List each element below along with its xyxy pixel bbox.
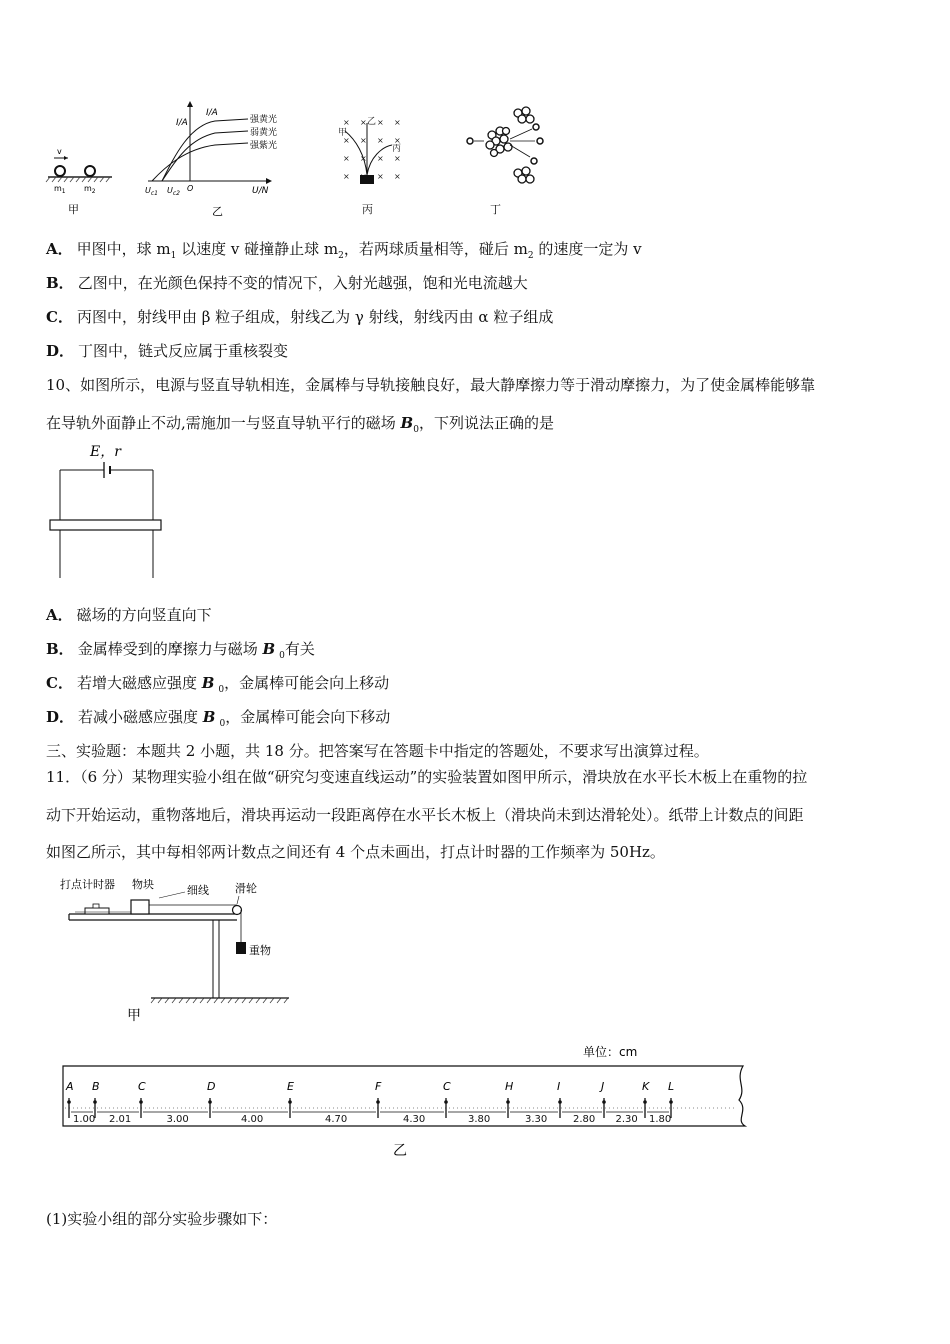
svg-text:Uc2 [167,186,180,197]
ball-m1 [55,166,65,176]
neutron-out-3 [531,158,537,164]
svg-text:×: × [394,136,401,145]
curve1-label: 强黄光 [250,115,278,125]
option-letter: D． [46,342,75,360]
metal-rod [50,520,161,530]
ylabel-i: I/A [176,118,188,128]
neutron-out-1 [533,124,539,130]
caption-apparatus: 甲 [127,1008,141,1024]
radioactive-source [360,175,374,184]
sub: 2 [527,251,534,261]
tape-point-dot [506,1100,510,1104]
tape-point-dot [376,1100,380,1104]
tape-point-dot [67,1100,71,1104]
ball-m2 [85,166,95,176]
q10-circuit-figure [46,440,176,585]
q9-figures [40,95,580,225]
option-text: 丁图中，链式反应属于重核裂变 [78,342,289,360]
q11-stem-line3: 如图乙所示，其中每相邻两计数点之间还有 4 个点未画出，打点计时器的工作频率为 50Hz。 [46,843,665,861]
ray-yi-label: 乙 [367,117,377,127]
b0-sub: 0 [218,685,225,695]
fig-yi [145,101,277,218]
m2-label: m [84,184,92,193]
q10-option-b [46,638,315,661]
tape-distance-label: 1.00 [73,1114,96,1125]
option-letter: C． [46,308,73,326]
curve2-label: 弱黄光 [250,128,278,138]
tape-point-dot [208,1100,212,1104]
q10-stem-line2 [46,412,554,435]
option-letter: A． [46,606,73,624]
tape-point-dot [139,1100,143,1104]
svg-text:×: × [377,172,384,181]
tape-point-dot [669,1100,673,1104]
timer [85,908,109,914]
tape-point-dot [93,1100,97,1104]
tape-point-label: J [601,1080,605,1093]
option-text: 甲图中，球 m [76,240,171,258]
sub: 1 [170,251,177,261]
heavy-nucleus [486,127,512,157]
svg-text:m2 [84,184,96,195]
tape-point-label: I [557,1080,561,1093]
option-text: ，若两球质量相等，碰后 m [343,240,528,258]
block-label: 物块 [132,878,154,891]
uc1-label: U [145,186,151,195]
svg-text:×: × [394,154,401,163]
svg-text:×: × [343,118,350,127]
m2-sub: 2 [91,188,96,195]
option-text: 若减小磁感应强度 [78,708,203,726]
option-letter: B． [46,274,74,292]
curve3-label: 强紫光 [250,141,278,151]
tape-point-dot [643,1100,647,1104]
pulley-label: 滑轮 [235,882,257,895]
tape-point-label: F [375,1080,382,1093]
tape-point-dot [444,1100,448,1104]
svg-text:×: × [377,154,384,163]
b0-sub: 0 [413,425,419,435]
uc1-sub: c1 [150,190,158,197]
svg-text:m1 [54,184,66,195]
tape-point-dot [602,1100,606,1104]
neutron-incoming [467,138,473,144]
svg-text:×: × [343,136,350,145]
b0-symbol: B [202,708,216,726]
option-letter: B． [46,640,74,658]
tape-distance-label: 3.00 [166,1114,189,1125]
q9-option-c [46,306,553,327]
tape-point-label: D [207,1080,216,1093]
tape-point-label: L [668,1080,675,1093]
b0-symbol: B [262,640,276,658]
svg-text:×: × [343,172,350,181]
option-text: 磁场的方向竖直向下 [76,606,212,624]
tape-distance-label: 1.80 [649,1114,672,1125]
section-3-heading: 三、实验题：本题共 2 小题，共 18 分。把答案写在答题卡中指定的答题处，不要求写出演算过程。 [46,742,709,760]
b0-symbol: B [400,414,414,432]
option-text: ，金属棒可能会向上移动 [224,674,390,692]
q10-option-d [46,706,390,729]
caption-bing: 丙 [362,203,373,216]
fig-ding [467,107,543,216]
caption-yi: 乙 [212,205,223,218]
tape-point-label: A [66,1080,74,1093]
q9-option-a [46,238,642,261]
tape-point-label: B [92,1080,100,1093]
ray-bing-label: 丙 [392,144,402,154]
option-text: 若增大磁感应强度 [76,674,202,692]
fragment-top [514,107,534,123]
caption-jia: 甲 [68,203,79,216]
ray-jia-label: 甲 [338,128,348,138]
fig-bing [338,116,401,216]
ylabel-i2: I/A [206,108,218,118]
q10-option-a [46,604,212,625]
sub: 2 [338,251,344,261]
tape-point-dot [558,1100,562,1104]
b0-sub: 0 [279,651,285,661]
option-text: 有关 [284,640,315,658]
timer-label: 打点计时器 [60,878,115,891]
q10-stem-line1: 10、如图所示，电源与竖直导轨相连，金属棒与导轨接触良好，最大静摩擦力等于滑动摩擦力，为了使金属棒能够靠 [46,376,816,394]
velocity-label: v [57,147,62,156]
weight-label: 重物 [249,944,271,957]
option-text: 的速度一定为 v [533,240,642,258]
uc2-label: U [167,186,173,195]
weight [236,942,246,954]
curve-strong-yellow [162,119,248,181]
svg-text:×: × [360,154,367,163]
uc2-sub: c2 [172,190,180,197]
option-letter: C． [46,674,73,692]
tape-distance-label: 4.00 [241,1114,264,1125]
svg-text:×: × [343,154,350,163]
tape-distance-label: 3.30 [525,1114,548,1125]
option-letter: D． [46,708,75,726]
string-label: 细线 [187,884,209,897]
tape-distance-label: 2.80 [573,1114,596,1125]
origin-label: O [187,184,194,193]
tape-point-label: K [642,1080,650,1093]
q11-stem-line2: 动下开始运动，重物落地后，滑块再运动一段距离停在水平长木板上（滑块尚未到达滑轮处）。纸带上计数点的间距 [46,806,804,824]
q11-step1: (1)实验小组的部分实验步骤如下： [46,1210,278,1228]
option-text: 丙图中，射线甲由 β 粒子组成，射线乙为 γ 射线，射线丙由 α 粒子组成 [76,308,554,326]
pulley [233,906,242,915]
option-letter: A． [46,240,73,258]
tape-figure [55,1040,765,1165]
svg-text:×: × [377,136,384,145]
tape-point-label: C [443,1080,451,1093]
tape-distance-label: 2.01 [109,1114,132,1125]
q10-option-c [46,672,389,695]
stem-text: 在导轨外面静止不动,需施加一与竖直导轨平行的磁场 [46,414,401,432]
caption-tape: 乙 [393,1143,407,1159]
unit-label: 单位：cm [583,1045,638,1059]
option-text: 以速度 v 碰撞静止球 m [176,240,339,258]
neutron-out-2 [537,138,543,144]
svg-text:×: × [394,118,401,127]
svg-text:×: × [394,172,401,181]
tape-point-dot [288,1100,292,1104]
b0-sub: 0 [219,719,226,729]
option-text: 金属棒受到的摩擦力与磁场 [77,640,263,658]
q9-option-b [46,272,528,293]
xlabel-u: U/N [252,186,269,196]
svg-text:Uc1 [145,186,158,197]
svg-text:×: × [360,118,367,127]
tape-distance-label: 2.30 [615,1114,638,1125]
tape-distance-label: 4.70 [325,1114,348,1125]
tape-point-label: C [138,1080,146,1093]
apparatus-figure [55,872,315,1032]
m1-label: m [54,184,62,193]
block [131,900,149,914]
fragment-bottom [514,167,534,183]
emf-label: E，r [90,444,121,460]
caption-ding: 丁 [490,203,501,216]
tape-distance-label: 4.30 [403,1114,426,1125]
q11-stem-line1: 11．（6 分）某物理实验小组在做“研究匀变速直线运动”的实验装置如图甲所示，滑块放在水平长木板上在重物的拉 [46,768,808,786]
option-text: 乙图中，在光颜色保持不变的情况下，入射光越强，饱和光电流越大 [77,274,528,292]
svg-text:×: × [360,136,367,145]
option-text: ，金属棒可能会向下移动 [225,708,391,726]
stem-text: ，下列说法正确的是 [418,414,554,432]
tape-distance-label: 3.80 [468,1114,491,1125]
tape-point-label: H [505,1080,514,1093]
fig-jia [46,147,112,216]
b0-symbol: B [201,674,215,692]
m1-sub: 1 [61,188,66,195]
svg-text:×: × [377,118,384,127]
tape-point-label: E [287,1080,294,1093]
q9-option-d [46,340,288,361]
